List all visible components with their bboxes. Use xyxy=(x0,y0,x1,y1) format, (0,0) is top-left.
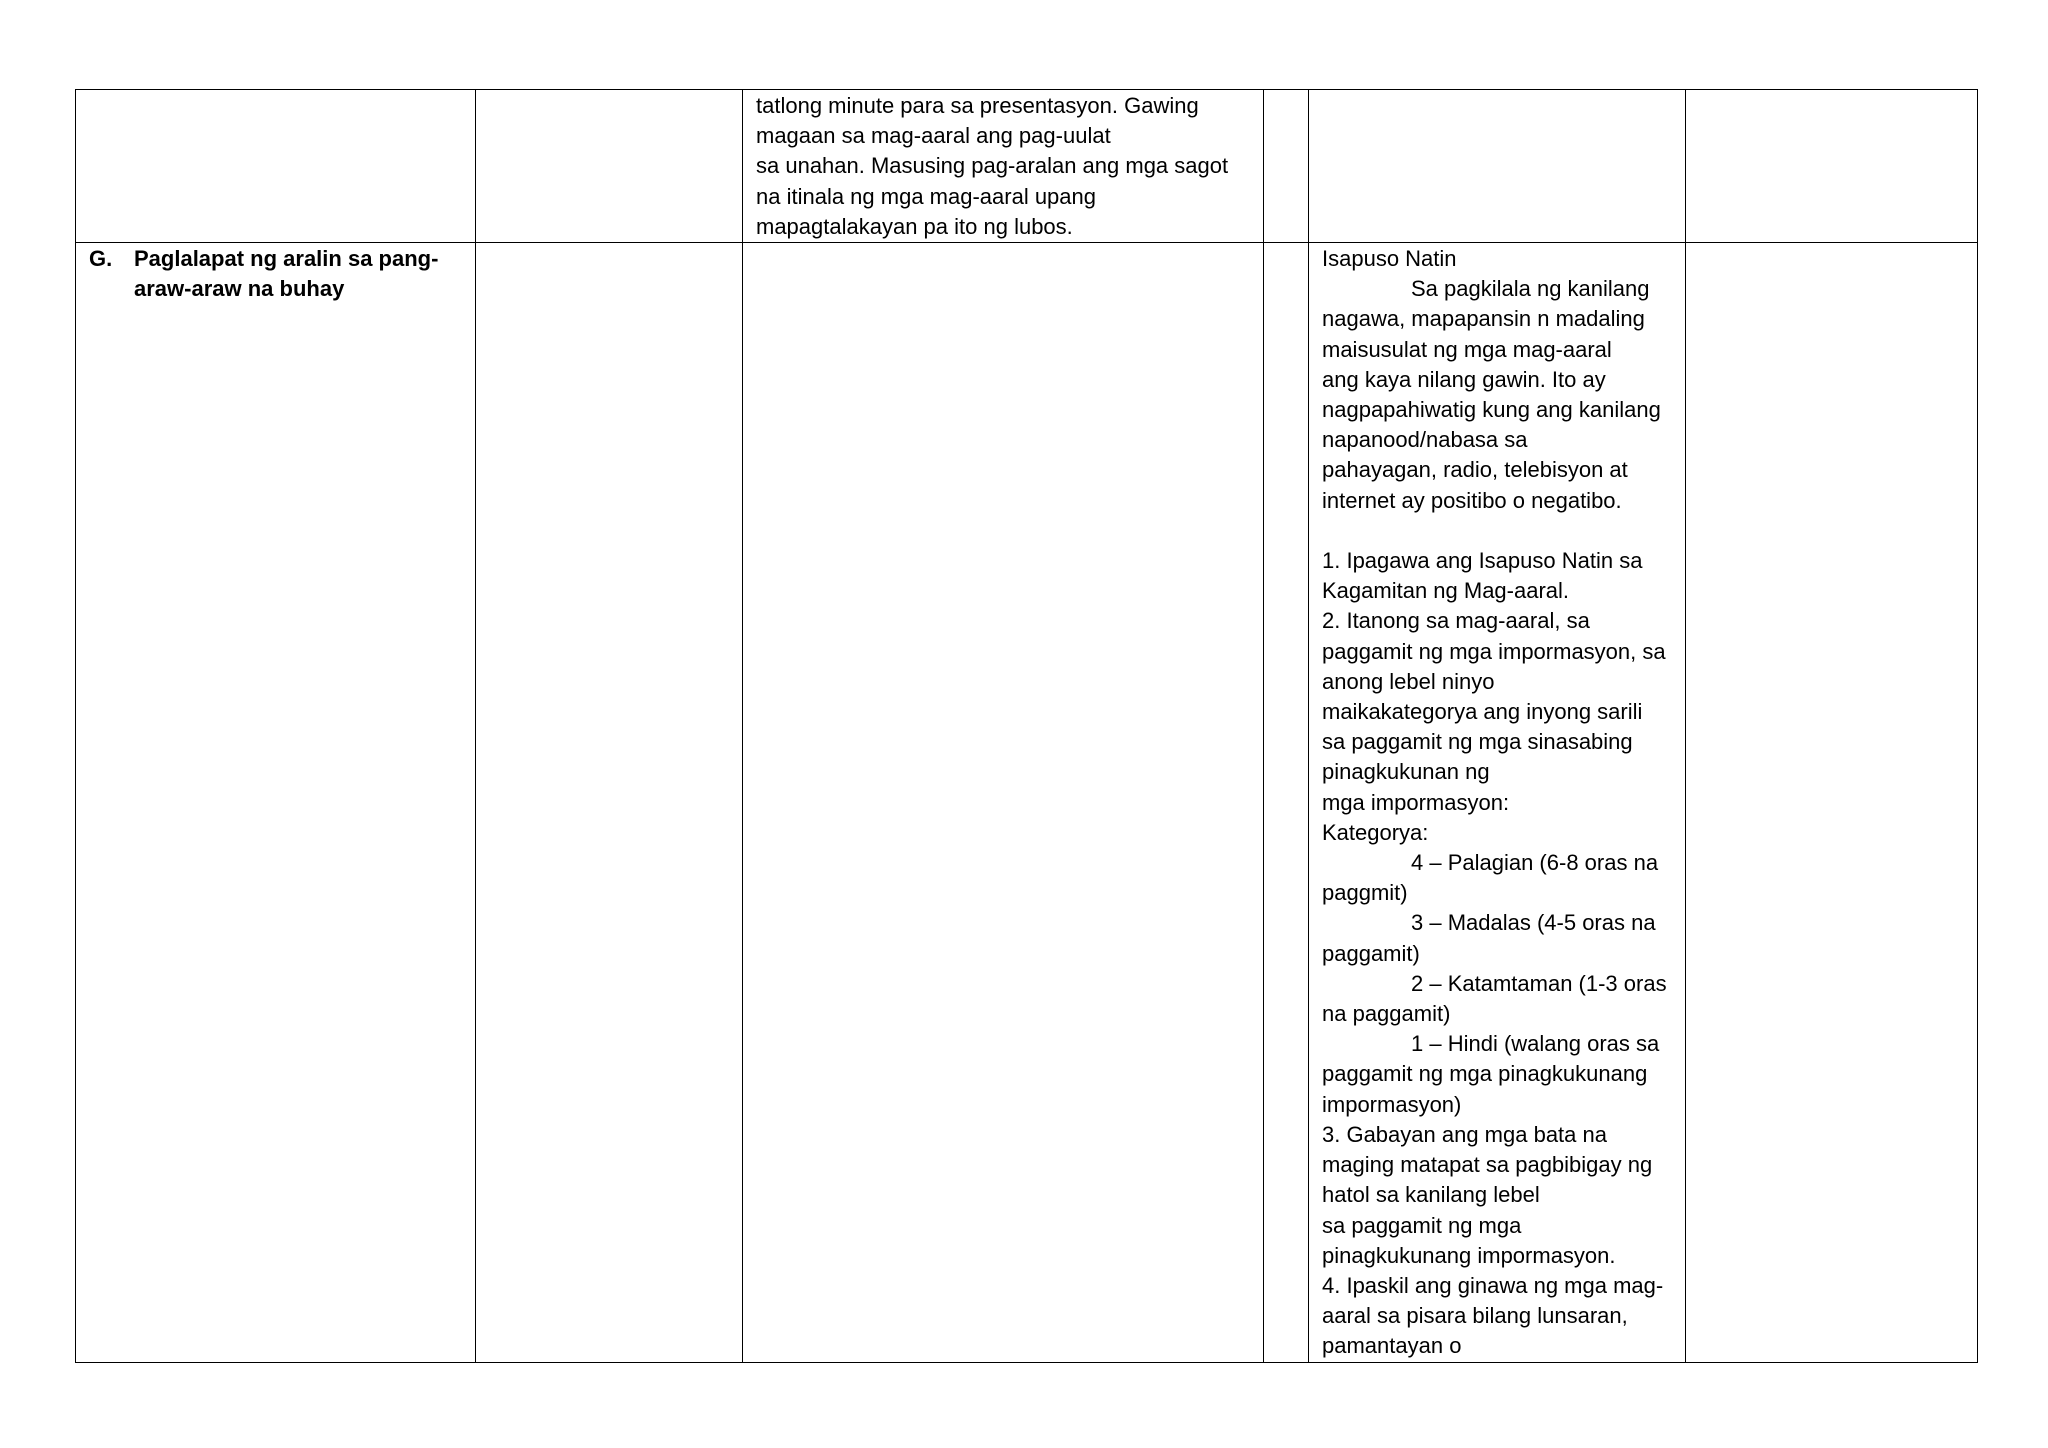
text-line: maisusulat ng mga mag-aaral xyxy=(1322,336,1612,362)
category-item: 4 – Palagian (6-8 oras na xyxy=(1411,850,1659,876)
blank-line xyxy=(1322,516,1672,546)
text-line: Sa pagkilala ng kanilang xyxy=(1411,276,1650,302)
text-line: pamantayan o xyxy=(1322,1333,1462,1359)
text-line: mga impormasyon: xyxy=(1322,789,1510,815)
section-title xyxy=(134,244,462,304)
section-g-heading xyxy=(89,244,462,304)
text-line: paggamit ng mga impormasyon, sa xyxy=(1322,638,1666,664)
category-item-cont: impormasyon) xyxy=(1322,1091,1462,1117)
cell-r1-c6 xyxy=(1686,90,1978,243)
text-line: 4. Ipaskil ang ginawa ng mga mag- xyxy=(1322,1272,1664,1298)
category-item-cont: na paggamit) xyxy=(1322,1001,1451,1027)
cell-r1-c3 xyxy=(743,90,1264,243)
category-item-cont: paggamit) xyxy=(1322,940,1420,966)
category-item-cont: paggamit ng mga pinagkukunang xyxy=(1322,1061,1648,1087)
text-line: 2. Itanong sa mag-aaral, sa xyxy=(1322,608,1590,634)
text-line: 3. Gabayan ang mga bata na xyxy=(1322,1121,1607,1147)
text-line: anong lebel ninyo xyxy=(1322,668,1495,694)
cell-r2-c6 xyxy=(1686,243,1978,1363)
category-item: 2 – Katamtaman (1-3 oras xyxy=(1411,970,1667,996)
text-line: mapagtalakayan pa ito ng lubos. xyxy=(756,213,1073,239)
text-line: sa paggamit ng mga xyxy=(1322,1212,1522,1238)
cell-r2-c2 xyxy=(476,243,743,1363)
category-item-cont: paggmit) xyxy=(1322,880,1408,906)
text-line: 1. Ipagawa ang Isapuso Natin sa xyxy=(1322,548,1643,574)
cell-r1-c2 xyxy=(476,90,743,243)
text-line: maging matapat sa pagbibigay ng xyxy=(1322,1152,1653,1178)
table-row-continuation xyxy=(76,90,1978,243)
section-title-line: Paglalapat ng aralin sa pang- xyxy=(134,246,439,272)
text-line: Kagamitan ng Mag-aaral. xyxy=(1322,578,1570,604)
section-letter: G. xyxy=(89,246,113,272)
text-line: pinagkukunang impormasyon. xyxy=(1322,1242,1616,1268)
text-line: magaan sa mag-aaral ang pag-uulat xyxy=(756,123,1111,149)
text-line: hatol sa kanilang lebel xyxy=(1322,1182,1540,1208)
text-line: ang kaya nilang gawin. Ito ay xyxy=(1322,366,1606,392)
text-line: aaral sa pisara bilang lunsaran, xyxy=(1322,1303,1628,1329)
section-title-line: araw-araw na buhay xyxy=(134,276,345,302)
text-line: napanood/nabasa sa xyxy=(1322,427,1528,453)
cell-r2-c4 xyxy=(1264,243,1309,1363)
text-line: sa unahan. Masusing pag-aralan ang mga sagot xyxy=(756,153,1229,179)
table-row-g xyxy=(76,243,1978,1363)
text-line: nagpapahiwatig kung ang kanilang xyxy=(1322,397,1661,423)
category-item: 1 – Hindi (walang oras sa xyxy=(1411,1031,1660,1057)
text-line: maikakategorya ang inyong sarili xyxy=(1322,699,1643,725)
cell-r2-c5 xyxy=(1309,243,1686,1363)
cell-r1-c1 xyxy=(76,90,476,243)
text-line: pahayagan, radio, telebisyon at xyxy=(1322,457,1628,483)
activity-heading: Isapuso Natin xyxy=(1322,246,1457,272)
cell-r1-c5 xyxy=(1309,90,1686,243)
cell-r2-c1 xyxy=(76,243,476,1363)
category-item: 3 – Madalas (4-5 oras na xyxy=(1411,910,1656,936)
cell-r1-c4 xyxy=(1264,90,1309,243)
lesson-plan-table xyxy=(75,89,1978,1363)
cell-r2-c3 xyxy=(743,243,1264,1363)
text-line: internet ay positibo o negatibo. xyxy=(1322,487,1622,513)
text-line: Kategorya: xyxy=(1322,819,1429,845)
text-line: pinagkukunan ng xyxy=(1322,759,1490,785)
text-line: na itinala ng mga mag-aaral upang xyxy=(756,183,1097,209)
text-line: sa paggamit ng mga sinasabing xyxy=(1322,729,1633,755)
text-line: nagawa, mapapansin n madaling xyxy=(1322,306,1645,332)
text-line: tatlong minute para sa presentasyon. Gawing xyxy=(756,93,1199,118)
